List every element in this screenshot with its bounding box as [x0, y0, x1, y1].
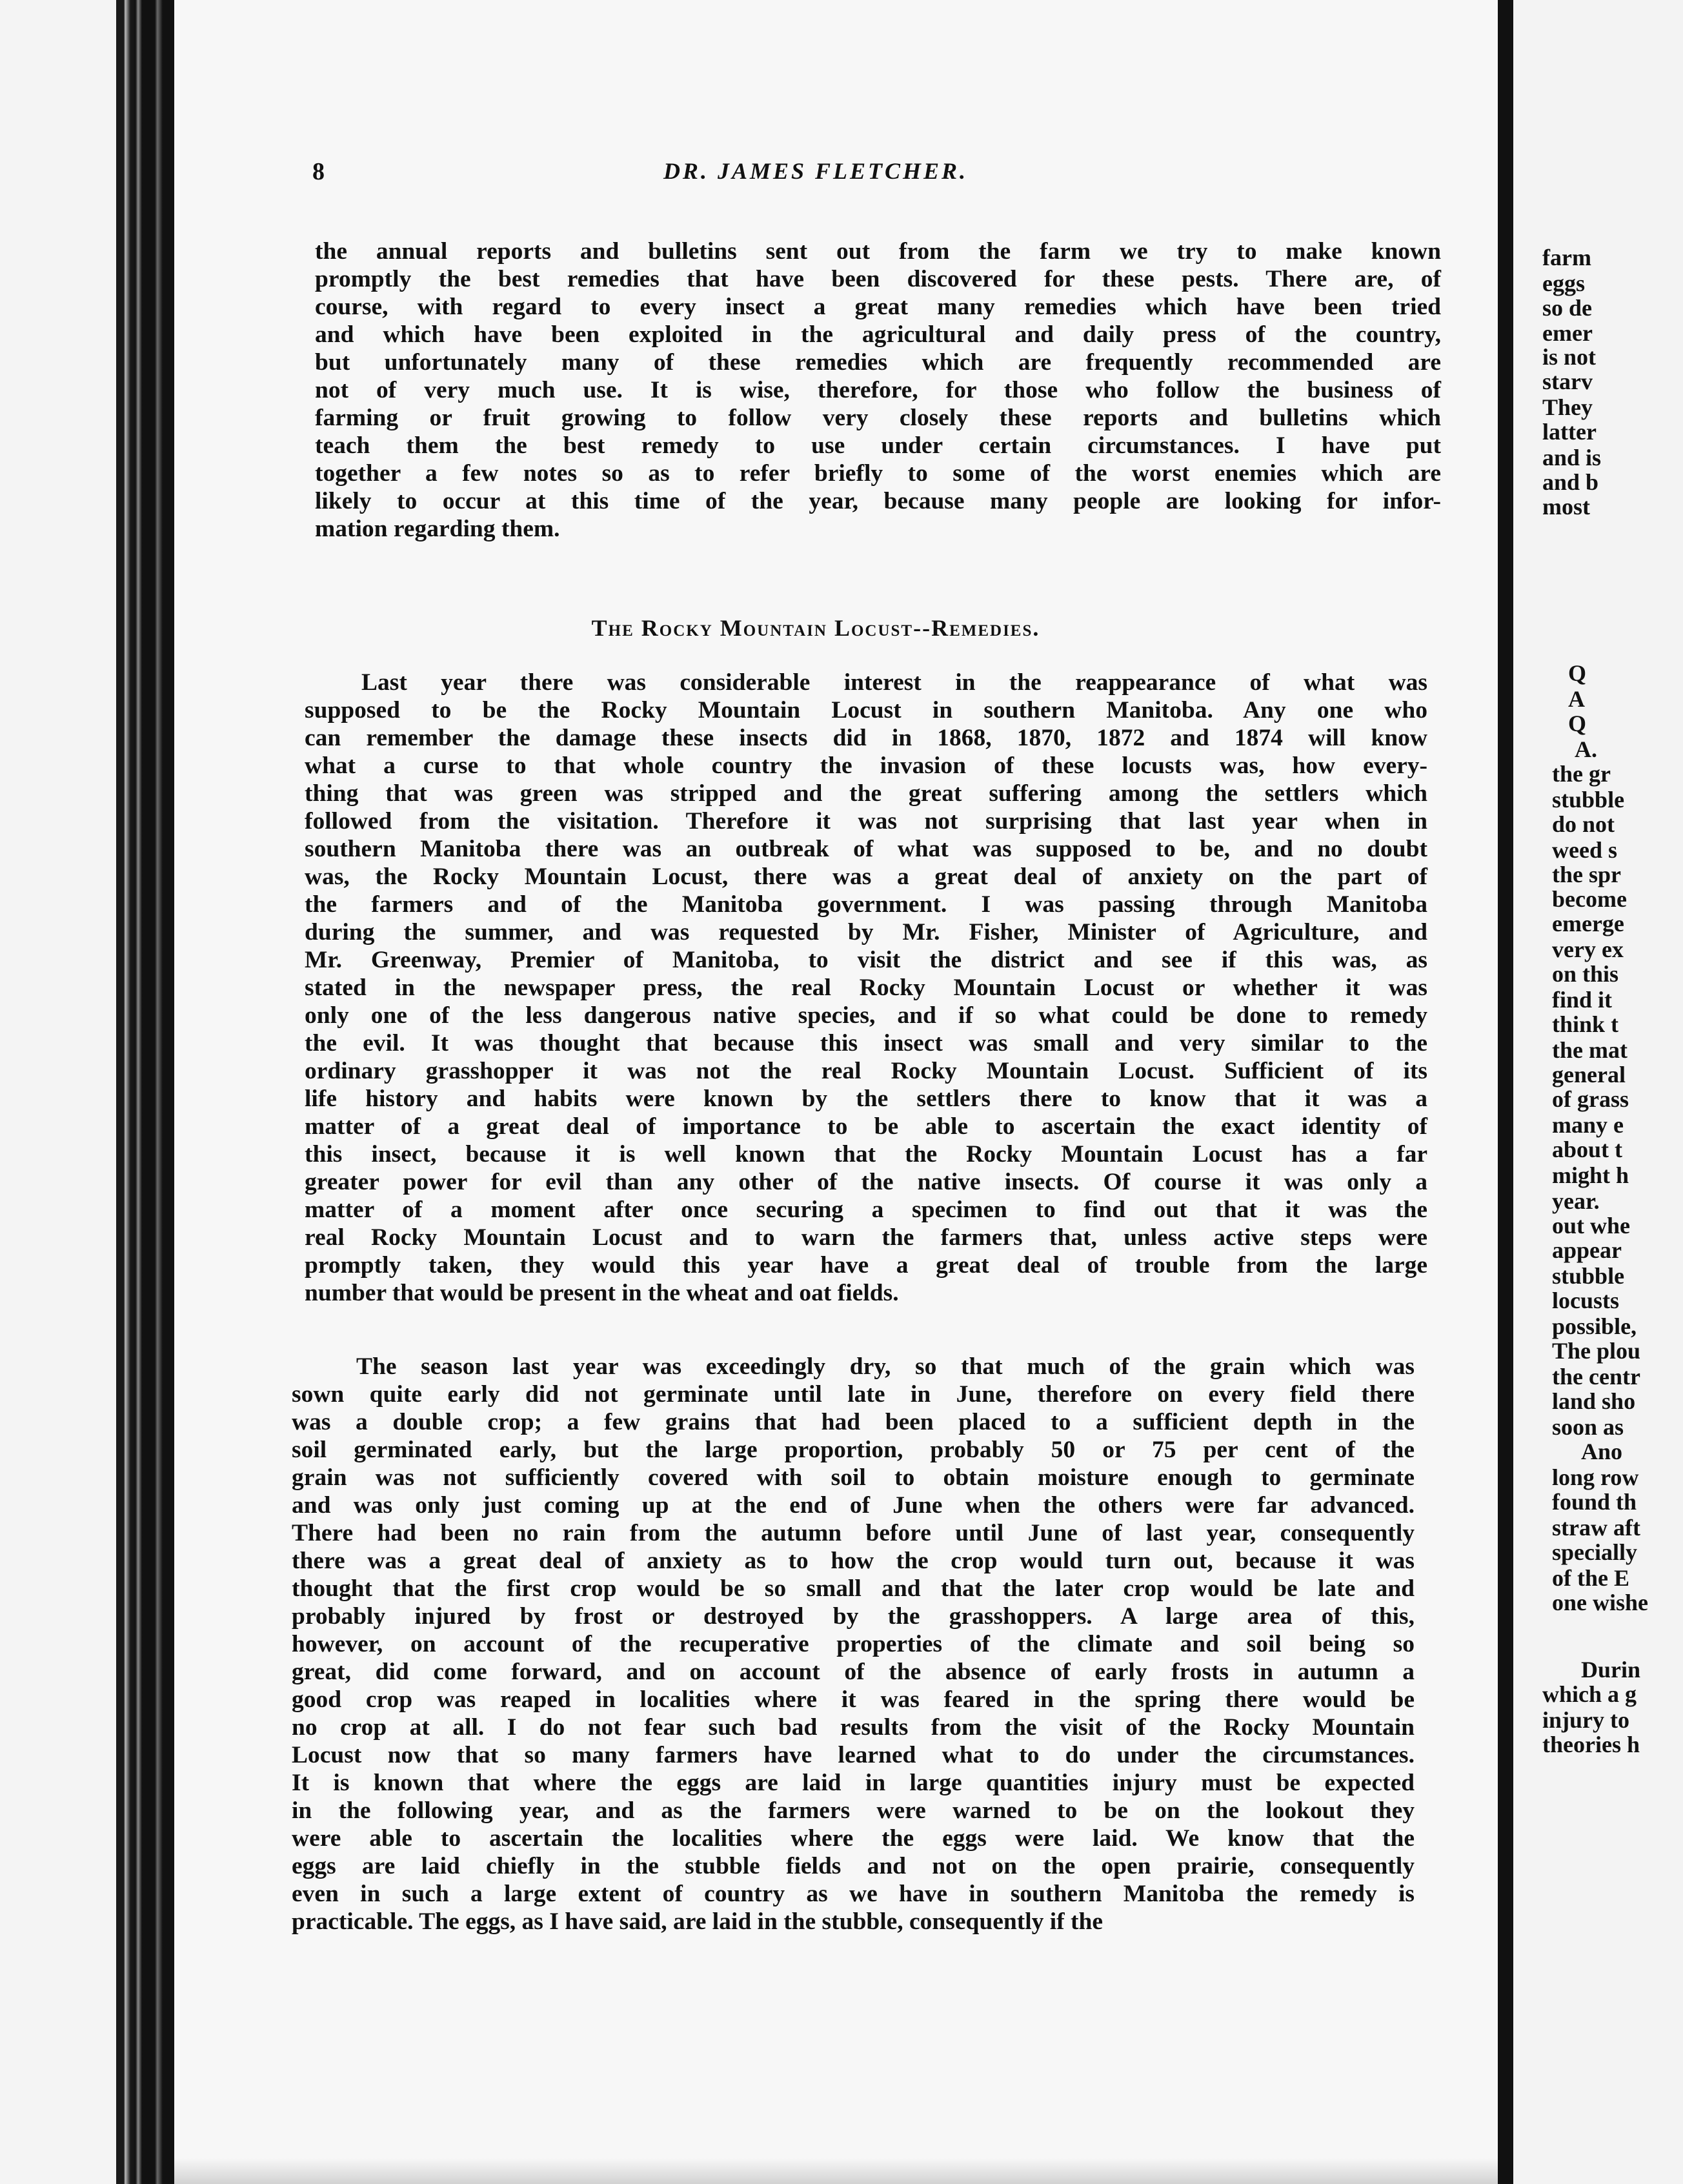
text-line: Mr. Greenway, Premier of Manitoba, to visit the district and see if this was, as: [305, 947, 1427, 973]
text-line: practicable. The eggs, as I have said, are laid in the stubble, consequently if the: [292, 1908, 1104, 1935]
adjacent-page-text: so de: [1542, 295, 1593, 321]
adjacent-page-text: general: [1552, 1062, 1626, 1087]
adjacent-page-text: The plou: [1552, 1338, 1641, 1364]
text-line: was, the Rocky Mountain Locust, there was a great deal of anxiety on the part of: [305, 864, 1427, 890]
text-line: life history and habits were known by the settlers there to know that it was a: [305, 1086, 1427, 1112]
text-line: matter of a great deal of importance to be able to ascertain the exact identity of: [305, 1113, 1427, 1140]
adjacent-page-text: which a g: [1542, 1681, 1637, 1707]
book-binding: [116, 0, 174, 2184]
adjacent-page-text: is not: [1542, 344, 1597, 370]
paragraph-2: [305, 669, 1427, 1307]
adjacent-page: [1507, 0, 1683, 2184]
adjacent-page-text: theories h: [1542, 1732, 1640, 1757]
adjacent-page-text: long row: [1552, 1464, 1639, 1490]
text-line: thing that was green was stripped and the great suffering among the settlers which: [305, 780, 1427, 807]
text-line: matter of a moment after once securing a specimen to find out that it was the: [305, 1197, 1427, 1223]
adjacent-page-text: A.: [1575, 736, 1597, 762]
adjacent-page-text: year.: [1552, 1188, 1600, 1214]
text-line: great, did come forward, and on account of the absence of early frosts in autumn a: [292, 1659, 1415, 1685]
adjacent-page-text: Q: [1568, 660, 1587, 686]
adjacent-page-text: appear: [1552, 1237, 1622, 1263]
text-line: the evil. It was thought that because this insect was small and very similar to the: [305, 1030, 1427, 1057]
text-line: there was a great deal of anxiety as to how the crop would turn out, because it was: [292, 1548, 1415, 1574]
paragraph-3: [292, 1353, 1415, 1936]
adjacent-page-text: stubble: [1552, 1263, 1625, 1289]
adjacent-page-text: They: [1542, 394, 1593, 420]
adjacent-page-text: Durin: [1581, 1657, 1641, 1683]
text-line: sown quite early did not germinate until late in June, therefore on every field there: [292, 1381, 1415, 1408]
adjacent-page-text: Q: [1568, 711, 1587, 736]
text-line: and was only just coming up at the end of June when the others were far advanced.: [292, 1492, 1415, 1519]
adjacent-page-text: emerge: [1552, 911, 1624, 936]
running-title: DR. JAMES FLETCHER.: [663, 158, 969, 184]
adjacent-page-text: of grass: [1552, 1086, 1629, 1112]
text-line: good crop was reaped in localities where it was feared in the spring there would be: [292, 1686, 1415, 1713]
text-line: farming or fruit growing to follow very closely these reports and bulletins which: [315, 405, 1441, 431]
adjacent-page-text: think t: [1552, 1011, 1619, 1037]
adjacent-page-text: most: [1542, 494, 1590, 520]
text-line: Last year there was considerable interest in the reappearance of what was: [361, 669, 1427, 696]
adjacent-page-text: become: [1552, 886, 1627, 912]
text-line: likely to occur at this time of the year, because many people are looking for infor-: [315, 488, 1441, 514]
adjacent-page-text: emer: [1542, 320, 1593, 346]
adjacent-page-text: land sho: [1552, 1388, 1636, 1414]
adjacent-page-text: find it: [1552, 987, 1613, 1013]
text-line: promptly the best remedies that have been discovered for these pests. There are, of: [315, 266, 1441, 292]
text-line: were able to ascertain the localities where the eggs were laid. We know that the: [292, 1825, 1415, 1852]
text-line: can remember the damage these insects did in 1868, 1870, 1872 and 1874 will know: [305, 725, 1427, 751]
text-line: Locust now that so many farmers have learned what to do under the circumstances.: [292, 1742, 1415, 1768]
text-line: was a double crop; a few grains that had been placed to a sufficient depth in the: [292, 1409, 1415, 1435]
text-line: the farmers and of the Manitoba government. I was passing through Manitoba: [305, 891, 1427, 918]
adjacent-page-text: the mat: [1552, 1037, 1628, 1063]
adjacent-page-text: eggs: [1542, 270, 1585, 296]
adjacent-page-text: starv: [1542, 369, 1593, 394]
adjacent-page-text: straw aft: [1552, 1515, 1640, 1541]
adjacent-page-text: might h: [1552, 1162, 1629, 1188]
text-line: mation regarding them.: [315, 516, 560, 542]
text-line: no crop at all. I do not fear such bad results from the visit of the Rocky Mountain: [292, 1714, 1415, 1741]
text-line: supposed to be the Rocky Mountain Locust in southern Manitoba. Any one who: [305, 697, 1427, 723]
adjacent-page-text: of the E: [1552, 1565, 1629, 1591]
adjacent-page-text: and is: [1542, 445, 1602, 470]
text-line: course, with regard to every insect a great many remedies which have been tried: [315, 294, 1441, 320]
text-line: followed from the visitation. Therefore it was not surprising that last year when in: [305, 808, 1427, 834]
text-line: teach them the best remedy to use under certain circumstances. I have put: [315, 432, 1441, 459]
paragraph-1: [315, 238, 1441, 543]
adjacent-page-text: the spr: [1552, 862, 1621, 887]
text-line: number that would be present in the wheat and oat fields.: [305, 1280, 899, 1306]
text-line: even in such a large extent of country as we have in southern Manitoba the remedy is: [292, 1881, 1415, 1907]
adjacent-page-text: very ex: [1552, 936, 1624, 962]
adjacent-page-text: A: [1568, 686, 1585, 712]
adjacent-page-text: and b: [1542, 469, 1599, 495]
adjacent-page-text: do not: [1552, 811, 1615, 837]
adjacent-page-text: farm: [1542, 245, 1591, 270]
text-line: during the summer, and was requested by Mr. Fisher, Minister of Agriculture, and: [305, 919, 1427, 945]
adjacent-page-text: stubble: [1552, 787, 1625, 813]
text-line: real Rocky Mountain Locust and to warn the farmers that, unless active steps were: [305, 1224, 1427, 1251]
adjacent-page-text: Ano: [1581, 1439, 1623, 1464]
text-line: ordinary grasshopper it was not the real Rocky Mountain Locust. Sufficient of its: [305, 1058, 1427, 1084]
text-line: The season last year was exceedingly dry, so that much of the grain which was: [356, 1353, 1415, 1380]
adjacent-page-text: the centr: [1552, 1364, 1640, 1390]
text-line: It is known that where the eggs are laid in large quantities injury must be expected: [292, 1770, 1415, 1796]
adjacent-page-text: many e: [1552, 1112, 1624, 1138]
adjacent-page-text: soon as: [1552, 1414, 1624, 1440]
adjacent-page-text: injury to: [1542, 1707, 1629, 1733]
adjacent-page-text: locusts: [1552, 1288, 1620, 1313]
text-line: thought that the first crop would be so small and that the later crop would be late and: [292, 1575, 1415, 1602]
left-margin: [0, 0, 116, 2184]
adjacent-page-text: possible,: [1552, 1313, 1637, 1339]
text-line: greater power for evil than any other of the native insects. Of course it was only a: [305, 1169, 1427, 1195]
text-line: together a few notes so as to refer briefly to some of the worst enemies which are: [315, 460, 1441, 487]
text-line: but unfortunately many of these remedies which are frequently recommended are: [315, 349, 1441, 376]
text-line: only one of the less dangerous native species, and if so what could be done to remedy: [305, 1002, 1427, 1029]
text-line: probably injured by frost or destroyed by the grasshoppers. A large area of this,: [292, 1603, 1415, 1630]
adjacent-page-text: about t: [1552, 1137, 1623, 1162]
text-line: and which have been exploited in the agricultural and daily press of the country,: [315, 321, 1441, 348]
text-line: in the following year, and as the farmers were warned to be on the lookout they: [292, 1797, 1415, 1824]
adjacent-page-text: specially: [1552, 1539, 1637, 1565]
adjacent-page-text: latter: [1542, 419, 1597, 445]
adjacent-page-text: on this: [1552, 961, 1619, 987]
adjacent-page-text: weed s: [1552, 837, 1617, 863]
text-line: grain was not sufficiently covered with soil to obtain moisture enough to germinate: [292, 1464, 1415, 1491]
text-line: not of very much use. It is wise, therefore, for those who follow the business of: [315, 377, 1441, 403]
adjacent-page-text: out whe: [1552, 1213, 1631, 1239]
adjacent-page-text: found th: [1552, 1489, 1637, 1515]
adjacent-page-text: one wishe: [1552, 1590, 1649, 1615]
section-heading: The Rocky Mountain Locust--Remedies.: [591, 615, 1040, 641]
text-line: There had been no rain from the autumn before until June of last year, consequently: [292, 1520, 1415, 1546]
text-line: stated in the newspaper press, the real Rocky Mountain Locust or whether it was: [305, 975, 1427, 1001]
page-number: 8: [312, 158, 325, 185]
text-line: southern Manitoba there was an outbreak of what was supposed to be, and no doubt: [305, 836, 1427, 862]
text-line: soil germinated early, but the large proportion, probably 50 or 75 per cent of the: [292, 1437, 1415, 1463]
text-line: however, on account of the recuperative properties of the climate and soil being so: [292, 1631, 1415, 1657]
text-line: the annual reports and bulletins sent out from the farm we try to make known: [315, 238, 1441, 265]
text-line: eggs are laid chiefly in the stubble fields and not on the open prairie, consequently: [292, 1853, 1415, 1879]
text-line: what a curse to that whole country the invasion of these locusts was, how every-: [305, 753, 1427, 779]
adjacent-page-text: the gr: [1552, 761, 1611, 787]
text-line: this insect, because it is well known that the Rocky Mountain Locust has a far: [305, 1141, 1427, 1168]
text-line: promptly taken, they would this year have a great deal of trouble from the large: [305, 1252, 1427, 1279]
